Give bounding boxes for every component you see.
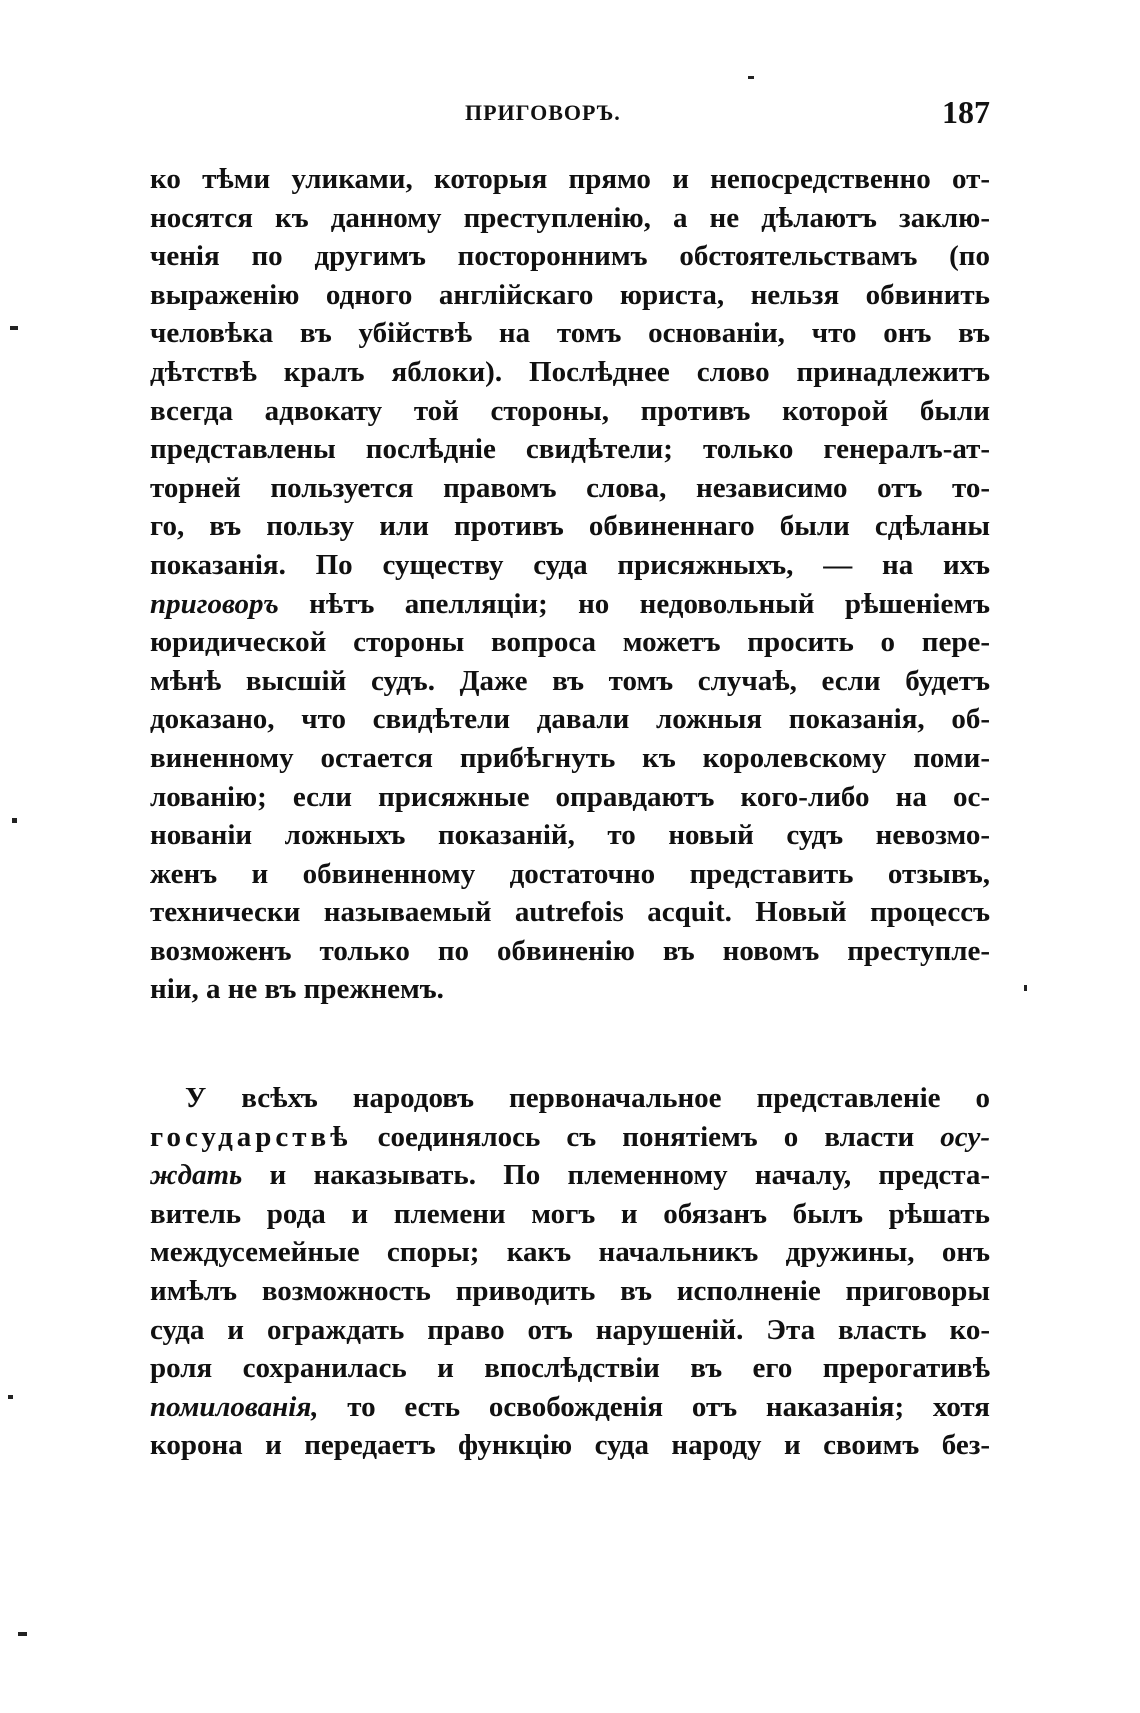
line-text: нѣтъ апелляціи; но недовольный рѣшеніемъ (278, 587, 990, 620)
text-line: междусемейные споры; какъ начальникъ дружины, онъ (150, 1236, 990, 1269)
scan-speck (1024, 985, 1027, 991)
page-number: 187 (942, 94, 990, 130)
italic-term: осу- (940, 1120, 990, 1153)
line-text: и наказывать. По племенному началу, предста- (242, 1159, 990, 1192)
text-line: возможенъ только по обвиненію въ новомъ преступле- (150, 934, 990, 967)
text-line: виненному остается прибѣгнуть къ королевскому поми- (150, 741, 990, 774)
line-text: соединялось съ понятіемъ о власти (351, 1120, 941, 1153)
paragraph-2 (150, 1079, 990, 1465)
running-title: ПРИГОВОРЪ. (465, 100, 621, 125)
text-line: представлены послѣдніе свидѣтели; только генералъ-ат- (150, 433, 990, 466)
text-line: доказано, что свидѣтели давали ложныя показанія, об- (150, 703, 990, 736)
page-header (150, 94, 990, 140)
text-line: человѣка въ убійствѣ на томъ основаніи, что онъ въ (150, 317, 990, 350)
text-line: ко тѣми уликами, которыя прямо и непосредственно от- (150, 163, 990, 195)
italic-term: ждать (150, 1159, 243, 1192)
scan-speck (12, 818, 17, 823)
text-line: юридической стороны вопроса можетъ просить о пере- (150, 626, 990, 659)
text-line: всегда адвокату той стороны, противъ которой были (150, 394, 990, 427)
scan-speck (10, 326, 18, 330)
text-line: женъ и обвиненному достаточно представить отзывъ, (150, 857, 990, 890)
paragraph-1-lines-a (150, 160, 990, 585)
italic-term: приговоръ (150, 587, 279, 620)
text-line (150, 585, 990, 624)
text-line: имѣлъ возможность приводить въ исполненіе приговоры (150, 1275, 990, 1308)
spaced-word: государствѣ (150, 1120, 352, 1153)
scan-speck (748, 76, 754, 79)
text-line: торней пользуется правомъ слова, независимо отъ то- (150, 471, 990, 504)
scan-speck (8, 1395, 13, 1399)
line-text: то есть освобожденія отъ наказанія; хотя (318, 1390, 990, 1423)
text-line: ченія по другимъ постороннимъ обстоятельствамъ (по (150, 240, 990, 273)
text-line: го, въ пользу или противъ обвиненнаго были сдѣланы (150, 510, 990, 543)
text-line: лованію; если присяжные оправдаютъ кого-либо на ос- (150, 780, 990, 813)
paragraph-1-lines-b (150, 623, 990, 970)
text-line: У всѣхъ народовъ первоначальное представленіе о (185, 1082, 990, 1115)
paragraph-gap (150, 1009, 990, 1079)
italic-term: помилованія, (150, 1390, 319, 1423)
text-line: роля сохранилась и впослѣдствіи въ его прерогативѣ (150, 1352, 990, 1385)
text-line: выраженію одного англійскаго юриста, нельзя обвинить (150, 278, 990, 311)
paragraph-1 (150, 160, 990, 1009)
text-line: корона и передаетъ функцію суда народу и своимъ без- (150, 1429, 990, 1462)
text-line (150, 1118, 990, 1157)
text-line: носятся къ данному преступленію, а не дѣлаютъ заклю- (150, 201, 990, 234)
body-text (150, 160, 990, 1465)
text-line: показанія. По существу суда присяжныхъ, — на ихъ (150, 548, 990, 581)
text-line: витель рода и племени могъ и обязанъ былъ рѣшать (150, 1197, 990, 1230)
text-line: нованіи ложныхъ показаній, то новый судъ невозмо- (150, 819, 990, 852)
text-line: мѣнѣ высшій судъ. Даже въ томъ случаѣ, если будетъ (150, 664, 990, 697)
text-line: суда и ограждать право отъ нарушеній. Эта власть ко- (150, 1313, 990, 1346)
paragraph-2-lines (150, 1195, 990, 1388)
text-line: технически называемый autrefois acquit. Новый процессъ (150, 896, 990, 929)
text-line: ніи, а не въ прежнемъ. (150, 973, 444, 1006)
text-line: дѣтствѣ кралъ яблоки). Послѣднее слово принадлежитъ (150, 355, 990, 388)
text-line (150, 1156, 990, 1195)
text-line (150, 1388, 990, 1427)
scan-speck (18, 1632, 27, 1636)
